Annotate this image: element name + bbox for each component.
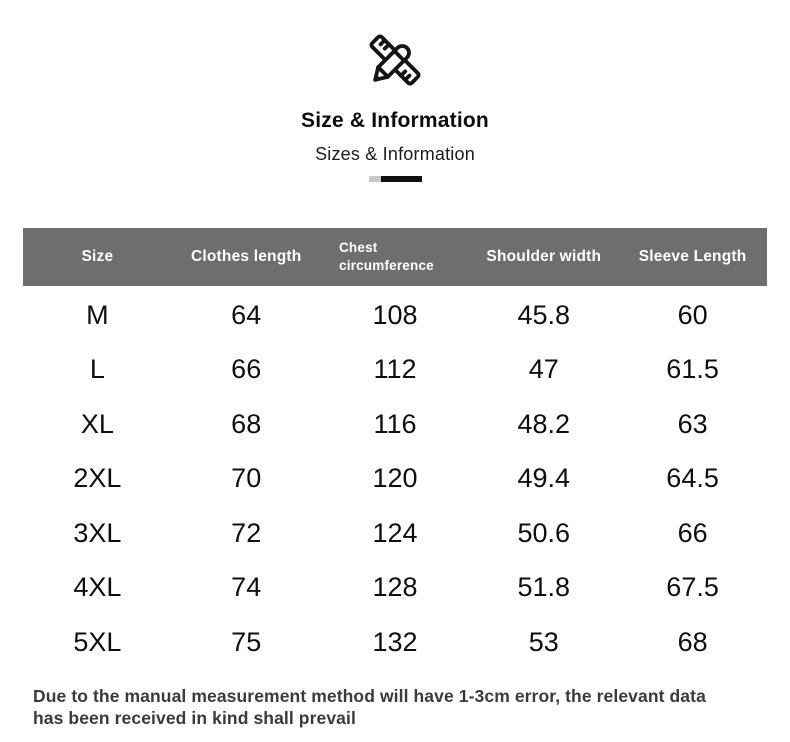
cell-sleeve-length: 60 xyxy=(677,299,708,330)
cell-chest-circumference: 120 xyxy=(372,463,418,494)
title-divider xyxy=(369,176,422,182)
cell-size: M xyxy=(86,299,109,330)
page-subtitle: Sizes & Information xyxy=(315,144,475,164)
cell-sleeve-length: 63 xyxy=(677,408,708,439)
cell-size: 3XL xyxy=(73,517,122,548)
size-chart-body xyxy=(23,286,767,670)
table-row xyxy=(23,343,767,398)
cell-sleeve-length: 64.5 xyxy=(666,463,719,494)
cell-clothes-length: 75 xyxy=(231,626,262,657)
cell-clothes-length: 74 xyxy=(231,572,262,603)
cell-size: 5XL xyxy=(73,626,122,657)
disclaimer-line-1: Due to the manual measurement method will have 1-3cm error, the relevant data xyxy=(33,685,706,706)
cell-size: XL xyxy=(80,408,114,439)
cell-clothes-length: 66 xyxy=(231,354,262,385)
cell-shoulder-width: 45.8 xyxy=(517,299,571,330)
measurement-disclaimer xyxy=(33,685,750,730)
column-header-chest-text: Chest circumference xyxy=(338,239,434,273)
cell-chest-circumference: 124 xyxy=(372,517,418,548)
column-header-sleeve-length: Sleeve Length xyxy=(638,248,747,265)
table-row xyxy=(23,288,767,343)
cell-shoulder-width: 49.4 xyxy=(517,463,571,494)
cell-shoulder-width: 47 xyxy=(528,354,559,385)
table-row xyxy=(23,397,767,452)
cell-chest-circumference: 116 xyxy=(373,408,417,439)
cell-clothes-length: 68 xyxy=(231,408,262,439)
cell-sleeve-length: 67.5 xyxy=(666,572,719,603)
cell-clothes-length: 72 xyxy=(231,517,262,548)
cell-shoulder-width: 50.6 xyxy=(517,517,571,548)
cell-size: L xyxy=(89,354,105,385)
cell-clothes-length: 70 xyxy=(231,463,262,494)
table-row xyxy=(23,506,767,561)
heading-section xyxy=(0,0,790,182)
divider-black-segment xyxy=(381,176,422,182)
cell-shoulder-width: 48.2 xyxy=(517,408,571,439)
cell-clothes-length: 64 xyxy=(231,299,262,330)
table-row xyxy=(23,561,767,616)
cell-chest-circumference: 108 xyxy=(372,299,418,330)
column-header-size: Size xyxy=(81,248,114,265)
disclaimer-line-2: has been received in kind shall prevail xyxy=(33,707,356,728)
cell-size: 4XL xyxy=(73,572,122,603)
cell-sleeve-length: 68 xyxy=(677,626,708,657)
ruler-pencil-icon xyxy=(358,26,432,99)
cell-shoulder-width: 51.8 xyxy=(517,572,571,603)
size-chart xyxy=(23,228,767,670)
divider-gray-segment xyxy=(369,176,381,182)
cell-chest-circumference: 132 xyxy=(372,626,418,657)
column-header-shoulder-width: Shoulder width xyxy=(486,248,602,265)
column-header-chest-circumference xyxy=(321,239,470,275)
size-chart-header-row xyxy=(23,228,767,286)
page-title: Size & Information xyxy=(301,109,489,132)
table-row xyxy=(23,452,767,507)
table-row xyxy=(23,615,767,670)
cell-size: 2XL xyxy=(73,463,122,494)
cell-chest-circumference: 128 xyxy=(372,572,418,603)
cell-sleeve-length: 66 xyxy=(677,517,708,548)
column-header-clothes-length: Clothes length xyxy=(190,248,302,265)
cell-shoulder-width: 53 xyxy=(528,626,559,657)
cell-sleeve-length: 61.5 xyxy=(666,354,719,385)
cell-chest-circumference: 112 xyxy=(373,354,417,385)
